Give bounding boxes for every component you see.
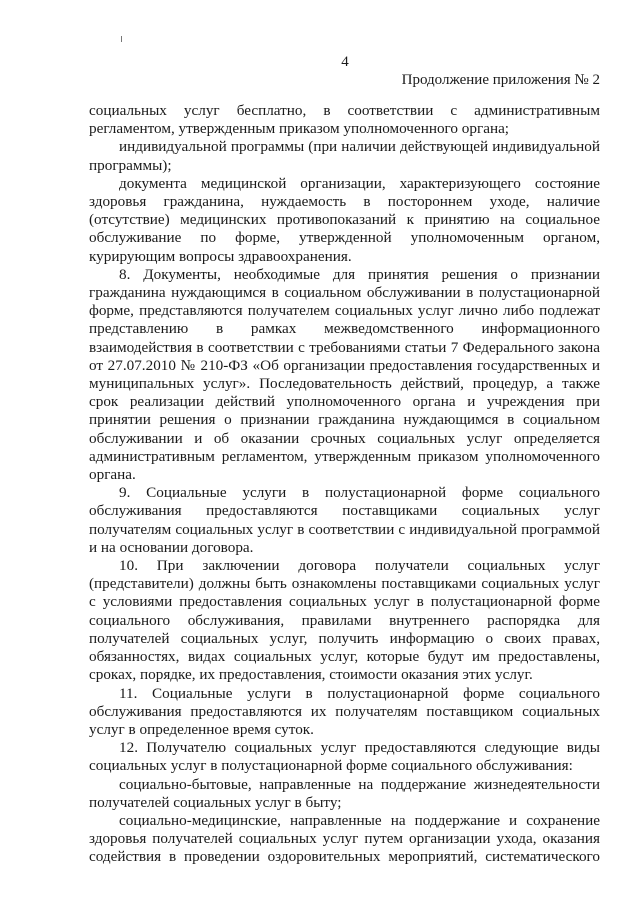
- paragraph-social-household: социально-бытовые, направленные на поддержание жизнедеятельности получателей социальных услуг в быту;: [89, 775, 600, 811]
- paragraph-medical-document: документа медицинской организации, характеризующего состояние здоровья гражданина, нуждаемость в постороннем уходе, наличие (отсутствие) медицинских противопоказаний к принятию на социальное обслуживание по форме, утвержденной уполномоченным органом, курирующим вопросы здравоохранения.: [89, 174, 600, 265]
- paragraph-item-12: 12. Получателю социальных услуг предоставляются следующие виды социальных услуг в полустационарной форме социального обслуживания:: [89, 739, 600, 775]
- paragraph-item-10: 10. При заключении договора получатели социальных услуг (представители) должны быть ознакомлены поставщиками социальных услуг с условиями предоставления социальных услуг в полустационарной форме социального обслуживания, правилами внутреннего распорядка для получателей социальных услуг, получить информацию о своих правах, обязанностях, видах социальных услуг, которые будут им предоставлены, сроках, порядке, их предоставления, стоимости оказания этих услуг.: [89, 557, 600, 684]
- document-body: [89, 102, 600, 867]
- appendix-continuation-note: Продолжение приложения № 2: [401, 72, 600, 88]
- page-number: 4: [341, 54, 349, 70]
- paragraph-social-medical: социально-медицинские, направленные на поддержание и сохранение здоровья получателей социальных услуг путем организации ухода, оказания содействия в проведении оздоровительных мероприятий, систематического: [89, 811, 600, 866]
- paragraph-item-8: 8. Документы, необходимые для принятия решения о признании гражданина нуждающимся в социальном обслуживании в полустационарной форме, представляются получателем социальных услуг лично либо подлежат представлению в рамках межведомственного информационного взаимодействия в соответствии с требованиями статьи 7 Федерального закона от 27.07.2010 № 210-ФЗ «Об организации предоставления государственных и муниципальных услуг». Последовательность действий, процедур, а также срок реализации действий уполномоченного органа и учреждения при принятии решения о признании гражданина нуждающимся в социальном обслуживании и об оказании срочных социальных услуг определяется административным регламентом, утвержденным приказом уполномоченного органа.: [89, 265, 600, 484]
- paragraph-individual-program: индивидуальной программы (при наличии действующей индивидуальной программы);: [89, 138, 600, 174]
- paragraph-continuation: социальных услуг бесплатно, в соответствии с административным регламентом, утвержденным приказом уполномоченного органа;: [89, 102, 600, 138]
- paragraph-item-9: 9. Социальные услуги в полустационарной форме социального обслуживания предоставляются поставщиками социальных услуг получателям социальных услуг в соответствии с индивидуальной программой и на основании договора.: [89, 484, 600, 556]
- paragraph-item-11: 11. Социальные услуги в полустационарной форме социального обслуживания предоставляются их получателям поставщиком социальных услуг в определенное время суток.: [89, 684, 600, 738]
- scan-mark: [121, 36, 122, 42]
